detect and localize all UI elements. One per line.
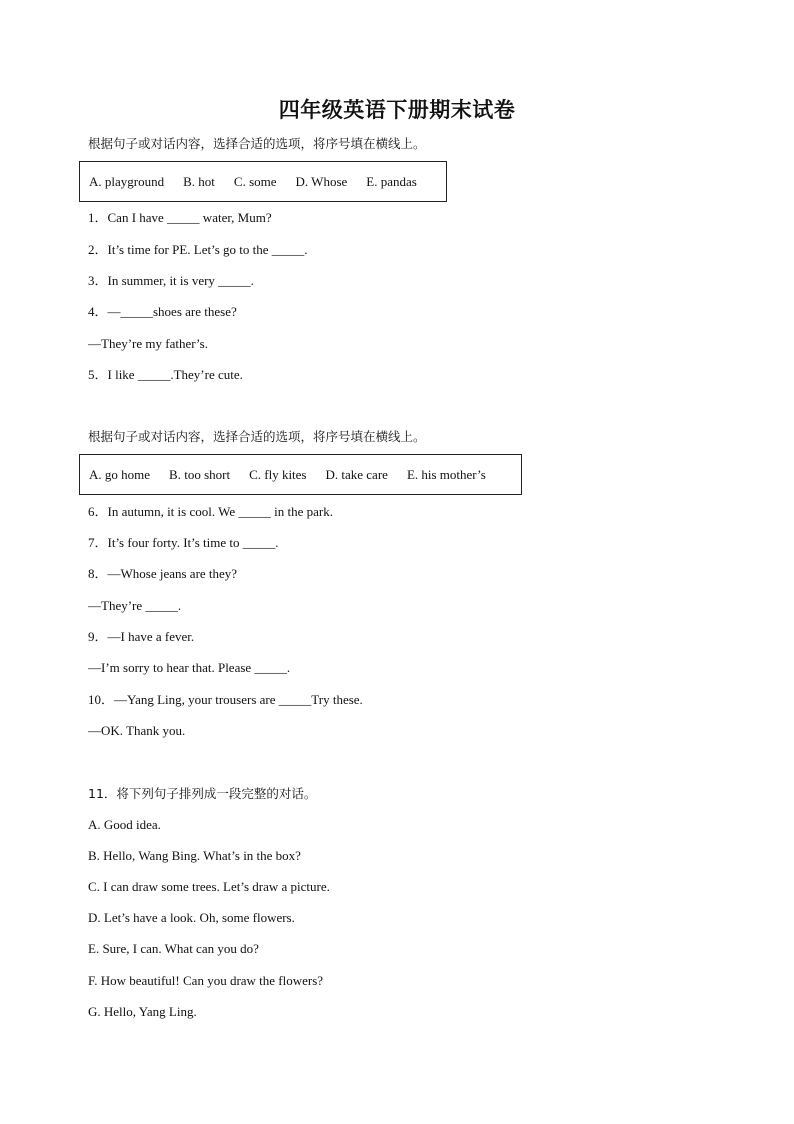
option-b: B. too short: [169, 466, 231, 482]
dialogue-line-d: D. Let’s have a look. Oh, some flowers.: [88, 910, 295, 925]
dialogue-line-g: G. Hello, Yang Ling.: [88, 1004, 197, 1019]
dialogue-line-e: E. Sure, I can. What can you do?: [88, 941, 259, 956]
section2-options-box: [79, 454, 522, 495]
question-8: 8．—Whose jeans are they?: [88, 566, 238, 581]
question-5: 5．I like _____.They’re cute.: [88, 367, 243, 382]
page-title: 四年级英语下册期末试卷: [278, 97, 516, 122]
option-a: A. playground: [89, 173, 165, 189]
question-4-reply: —They’re my father’s.: [88, 336, 208, 351]
question-7: 7．It’s four forty. It’s time to _____.: [88, 535, 279, 550]
question-1: 1．Can I have _____ water, Mum?: [88, 210, 272, 225]
option-c: C. some: [233, 173, 277, 189]
option-e: E. his mother’s: [406, 466, 486, 482]
section1-options-box: [79, 161, 447, 202]
option-e: E. pandas: [366, 173, 417, 189]
option-c: C. fly kites: [249, 466, 307, 482]
option-a: A. go home: [89, 466, 151, 482]
question-10-reply: —OK. Thank you.: [88, 723, 186, 738]
question-8-reply: —They’re _____.: [88, 598, 182, 613]
question-11-instruction: 11．将下列句子排列成一段完整的对话。: [88, 786, 317, 801]
dialogue-line-c: C. I can draw some trees. Let’s draw a picture.: [88, 879, 330, 894]
dialogue-line-a: A. Good idea.: [88, 817, 161, 832]
question-4: 4．—_____shoes are these?: [88, 304, 237, 319]
question-9-reply: —I’m sorry to hear that. Please _____.: [88, 660, 291, 675]
question-3: 3．In summer, it is very _____.: [88, 273, 254, 288]
dialogue-line-b: B. Hello, Wang Bing. What’s in the box?: [88, 848, 301, 863]
question-9: 9．—I have a fever.: [88, 629, 195, 644]
option-d: D. Whose: [295, 173, 348, 189]
section1-instruction: 根据句子或对话内容，选择合适的选项，将序号填在横线上。: [88, 136, 426, 151]
question-2: 2．It’s time for PE. Let’s go to the _____.: [88, 242, 308, 257]
question-6: 6．In autumn, it is cool. We _____ in the park.: [88, 504, 333, 519]
section2-instruction: 根据句子或对话内容，选择合适的选项，将序号填在横线上。: [88, 429, 426, 444]
dialogue-line-f: F. How beautiful! Can you draw the flowers?: [88, 973, 324, 988]
option-d: D. take care: [325, 466, 388, 482]
option-b: B. hot: [183, 173, 215, 189]
question-10: 10．—Yang Ling, your trousers are _____Try these.: [88, 692, 363, 707]
